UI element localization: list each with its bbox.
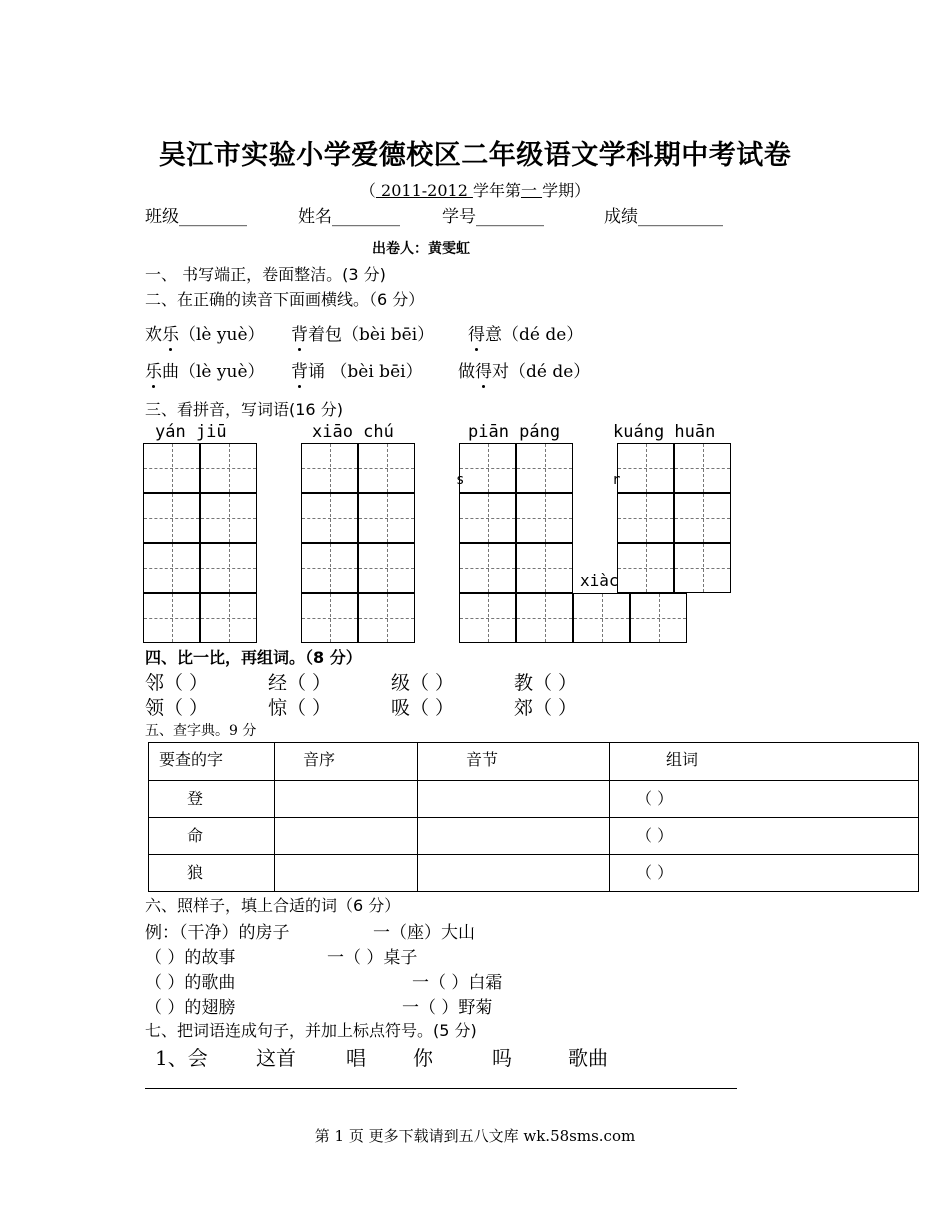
table-row: 登 （ ） [149,781,919,818]
q7-word: 这首 [256,1046,296,1070]
writing-cell[interactable] [143,543,200,593]
q6-item: 一（ ）桌子 [327,948,418,968]
field-student-number: 学号________ [442,207,544,227]
q3-heading: 三、看拼音，写词语(16 分) [145,400,343,419]
writing-cell[interactable] [459,443,516,493]
writing-cell[interactable] [358,593,415,643]
answer-line[interactable] [145,1088,737,1089]
pinyin-prompt: piān páng [468,422,561,442]
term-number: 一 [520,181,543,200]
q6-item: 一（ ）白霜 [412,973,503,993]
pinyin-prompt: kuáng huān [613,422,716,442]
writing-cell[interactable] [143,593,200,643]
table-header-row: 要查的字 音序 音节 组词 [149,743,919,781]
q4-item: 邻（ ） [145,672,209,694]
q2-item: 背着包（bèi bēi） [291,320,434,345]
q6-heading: 六、照样子，填上合适的词（6 分） [145,896,401,915]
q7-word: 歌曲 [568,1046,608,1070]
pinyin-fragment: xiàc [580,571,619,590]
q4-item: 吸（ ） [391,697,455,719]
q7-heading: 七、把词语连成句子，并加上标点符号。(5 分) [145,1021,477,1040]
writing-cell[interactable] [301,443,358,493]
field-class: 班级________ [145,207,247,227]
writing-cell[interactable] [516,543,573,593]
pinyin-fragment: r [612,472,621,488]
q4-item: 郊（ ） [514,697,578,719]
table-row: 命 （ ） [149,818,919,855]
pinyin-fragment: s [456,472,465,488]
writing-cell[interactable] [358,443,415,493]
writing-cell[interactable] [674,543,731,593]
writing-cell[interactable] [630,593,687,643]
school-year: 2011-2012 [375,181,473,200]
writing-cell[interactable] [143,443,200,493]
q6-example-left: 例：（干净）的房子 [145,923,290,943]
writing-cell[interactable] [674,493,731,543]
q6-item: （ ）的故事 [145,948,236,968]
writing-cell[interactable] [516,593,573,643]
page-title: 吴江市实验小学爱德校区二年级语文学科期中考试卷 [158,140,792,171]
writing-cell[interactable] [573,593,630,643]
q1-heading: 一、 书写端正，卷面整洁。(3 分) [145,265,386,284]
writing-cell[interactable] [617,443,674,493]
writing-cell[interactable] [200,493,257,543]
q2-item: 得意（dé de） [468,320,583,345]
q7-word: 你 [413,1046,433,1070]
q2-item: 背诵 （bèi bēi） [291,357,423,382]
q6-example-right: 一（座）大山 [373,923,475,943]
writing-cell[interactable] [459,593,516,643]
q6-item: （ ）的翅膀 [145,998,236,1018]
q6-item: 一（ ）野菊 [402,998,493,1018]
writing-cell[interactable] [516,443,573,493]
q4-item: 经（ ） [268,672,332,694]
writing-cell[interactable] [200,543,257,593]
writing-cell[interactable] [459,493,516,543]
writing-cell[interactable] [301,543,358,593]
writing-cell[interactable] [301,493,358,543]
q2-heading: 二、在正确的读音下面画横线。（6 分） [145,290,425,309]
pinyin-prompt: xiāo chú [312,422,394,442]
writing-cell[interactable] [200,593,257,643]
pinyin-prompt: yán jiū [155,422,227,442]
writing-cell[interactable] [143,493,200,543]
writing-cell[interactable] [358,543,415,593]
q6-item: （ ）的歌曲 [145,973,236,993]
q2-item: 做得对（dé de） [458,357,590,382]
q7-word: 1、会 [155,1046,208,1070]
writing-cell[interactable] [516,493,573,543]
writing-cell[interactable] [617,493,674,543]
field-name: 姓名________ [298,207,400,227]
page-footer: 第 1 页 更多下载请到五八文库 wk.58sms.com [314,1127,636,1145]
q4-item: 教（ ） [514,672,578,694]
q2-item: 欢乐（lè yuè） [145,320,265,345]
author-line: 出卷人：黄雯虹 [372,241,470,257]
q7-word: 唱 [346,1046,366,1070]
q5-heading: 五、查字典。9 分 [145,723,257,739]
table-row: 狼 （ ） [149,855,919,892]
q2-item: 乐曲（lè yuè） [145,357,265,382]
q4-item: 惊（ ） [268,697,332,719]
field-score: 成绩__________ [604,207,723,227]
q4-item: 级（ ） [391,672,455,694]
writing-cell[interactable] [674,443,731,493]
writing-cell[interactable] [358,493,415,543]
writing-cell[interactable] [617,543,674,593]
writing-cell[interactable] [200,443,257,493]
writing-cell[interactable] [301,593,358,643]
q7-word: 吗 [492,1046,512,1070]
writing-cell[interactable] [459,543,516,593]
school-year-line: （ 2011-2012 学年第一 学期） [359,181,591,200]
q4-item: 领（ ） [145,697,209,719]
q4-heading: 四、比一比，再组词。（8 分） [145,648,362,667]
dictionary-table [148,742,919,892]
